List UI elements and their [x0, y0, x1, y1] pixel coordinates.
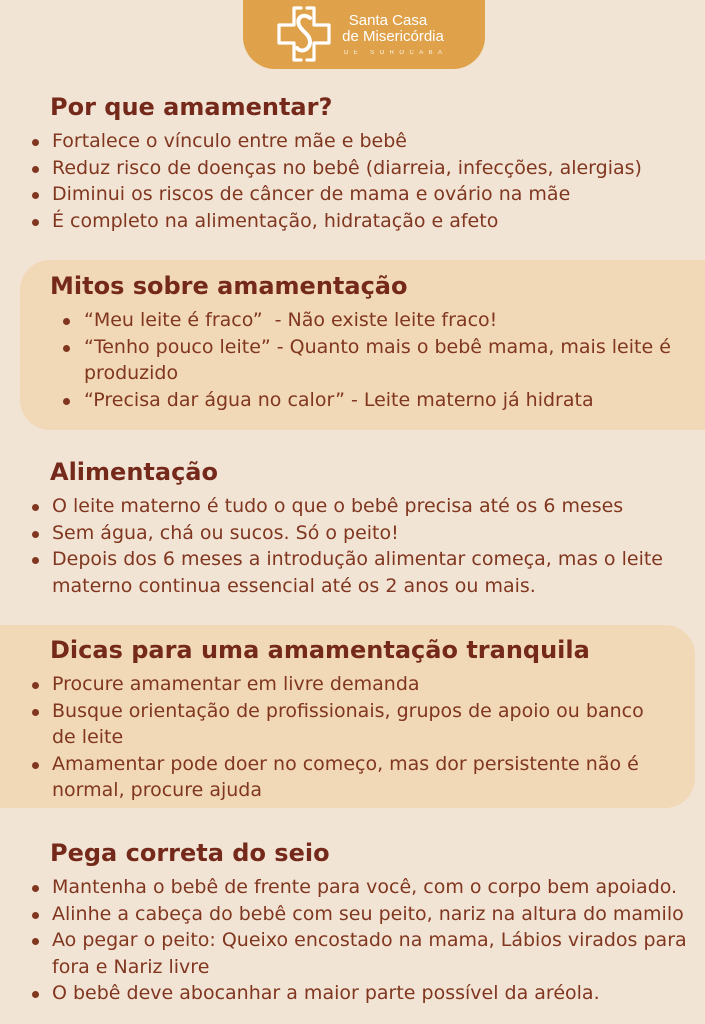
bullet-text: “Precisa dar água no calor” - Leite materno já hidrata — [84, 388, 594, 411]
section-title: Por que amamentar? — [50, 93, 333, 121]
logo-badge — [243, 0, 485, 69]
bullet-item — [0, 927, 705, 980]
bullet-text: de leite — [52, 726, 124, 748]
section-title: Mitos sobre amamentação — [50, 272, 408, 300]
bullet-text: Alinhe a cabeça do bebê com seu peito, nariz na altura do mamilo — [52, 902, 684, 925]
logo-name-line: de Misericórdia — [342, 28, 444, 45]
bullet-text: fora e Nariz livre — [52, 955, 210, 978]
section-title: Dicas para uma amamentação tranquila — [50, 636, 590, 664]
bullet-item — [0, 520, 705, 547]
logo-name-line: Santa Casa — [348, 12, 428, 29]
bullet-text: “Tenho pouco leite” - Quanto mais o bebê mama, mais leite é — [84, 335, 671, 358]
bullet-text: É completo na alimentação, hidratação e afeto — [52, 209, 499, 232]
section-title: Pega correta do seio — [50, 839, 330, 867]
section-por-que-amamentar — [0, 91, 705, 234]
bullet-text: Depois dos 6 meses a introdução alimentar começa, mas o leite — [52, 548, 663, 570]
bullet-list — [0, 128, 705, 234]
bullet-text: Amamentar pode doer no começo, mas dor persistente não é — [52, 752, 639, 775]
bullet-item — [0, 901, 705, 928]
logo-wordmark — [331, 13, 455, 57]
bullet-text: “Meu leite é fraco” - Não existe leite fraco! — [84, 309, 498, 331]
bullet-text: Ao pegar o peito: Queixo encostado na mama, Lábios virados para — [52, 929, 687, 951]
section-alimentacao — [0, 456, 705, 599]
bullet-item — [0, 307, 705, 334]
bullet-list — [0, 493, 705, 599]
bullet-item — [0, 208, 705, 235]
section-pega-correta — [0, 837, 705, 1007]
bullet-text: Busque orientação de profissionais, grupos de apoio ou banco — [52, 699, 644, 722]
bullet-list — [0, 874, 705, 1007]
bullet-item — [0, 128, 705, 155]
bullet-item — [0, 155, 705, 182]
bullet-text: Diminui os riscos de câncer de mama e ovário na mãe — [52, 183, 571, 205]
bullet-list — [0, 671, 705, 804]
santa-casa-cross-icon — [276, 5, 332, 63]
section-mitos — [0, 270, 705, 413]
bullet-text: Fortalece o vínculo entre mãe e bebê — [52, 130, 407, 152]
logo-city-line: DE SOROCABA — [343, 50, 448, 56]
bullet-text: O leite materno é tudo o que o bebê precisa até os 6 meses — [52, 495, 624, 517]
bullet-item — [0, 671, 705, 698]
bullet-item — [0, 980, 705, 1007]
bullet-list — [0, 307, 705, 413]
bullet-item — [0, 546, 705, 599]
bullet-item — [0, 334, 705, 387]
bullet-text: Reduz risco de doenças no bebê (diarreia, infecções, alergias) — [52, 156, 642, 179]
bullet-text: materno continua essencial até os 2 anos ou mais. — [52, 574, 536, 597]
bullet-text: Sem água, chá ou sucos. Só o peito! — [52, 521, 399, 544]
bullet-item — [0, 751, 705, 804]
section-dicas — [0, 634, 705, 804]
bullet-text: Procure amamentar em livre demanda — [52, 673, 420, 695]
section-title: Alimentação — [50, 458, 218, 486]
bullet-item — [0, 874, 705, 901]
bullet-text: Mantenha o bebê de frente para você, com o corpo bem apoiado. — [52, 876, 678, 898]
bullet-item — [0, 387, 705, 414]
bullet-item — [0, 698, 705, 751]
bullet-text: normal, procure ajuda — [52, 779, 263, 801]
bullet-item — [0, 181, 705, 208]
bullet-text: O bebê deve abocanhar a maior parte possível da aréola. — [52, 982, 600, 1004]
bullet-item — [0, 493, 705, 520]
bullet-text: produzido — [84, 362, 179, 384]
